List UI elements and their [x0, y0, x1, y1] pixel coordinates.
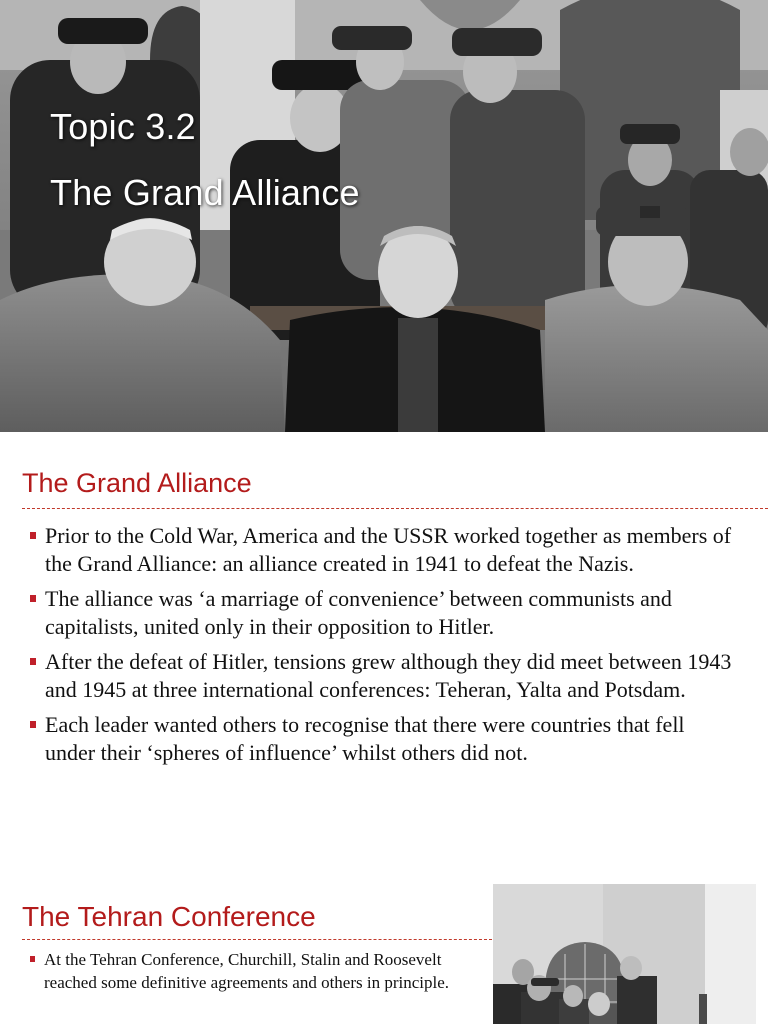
bullet-text: After the defeat of Hitler, tensions grew although they did meet between 1943 and 1945 at three international conferences: Teheran, Yalta and Potsdam. — [45, 649, 732, 702]
tehran-conference-photo — [493, 884, 756, 1024]
bullet-text: At the Tehran Conference, Churchill, Stalin and Roosevelt reached some definitive agreements and others in principle. — [44, 950, 450, 992]
heading-divider — [22, 939, 492, 940]
grand-alliance-heading: The Grand Alliance — [22, 468, 252, 498]
bullet-item — [28, 711, 738, 766]
tehran-bullet-item — [30, 948, 494, 994]
slide-gap — [0, 432, 768, 452]
bullet-square-icon — [30, 956, 35, 962]
bullet-text: Each leader wanted others to recognise that there were countries that fell under their ‘spheres of influence’ whilst others did not. — [45, 712, 685, 765]
bullet-item — [28, 648, 738, 703]
grand-alliance-bullet-list — [28, 522, 738, 774]
bullet-text: The alliance was ‘a marriage of convenience’ between communists and capitalists, united only in their opposition to Hitler. — [45, 586, 672, 639]
bullet-square-icon — [30, 658, 36, 665]
slide-title: The Grand Alliance — [50, 172, 360, 213]
yalta-leaders-photo — [0, 0, 768, 432]
bullet-item — [28, 585, 738, 640]
title-slide — [0, 0, 768, 432]
bullet-square-icon — [30, 532, 36, 539]
bullet-square-icon — [30, 595, 36, 602]
slide-title-topic: Topic 3.2 — [50, 106, 196, 147]
bullet-item — [28, 522, 738, 577]
tehran-conference-heading: The Tehran Conference — [22, 901, 316, 932]
bullet-text: Prior to the Cold War, America and the USSR worked together as members of the Grand Alliance: an alliance created in 1941 to defeat the Nazis. — [45, 523, 732, 576]
bullet-square-icon — [30, 721, 36, 728]
heading-divider — [22, 508, 768, 509]
